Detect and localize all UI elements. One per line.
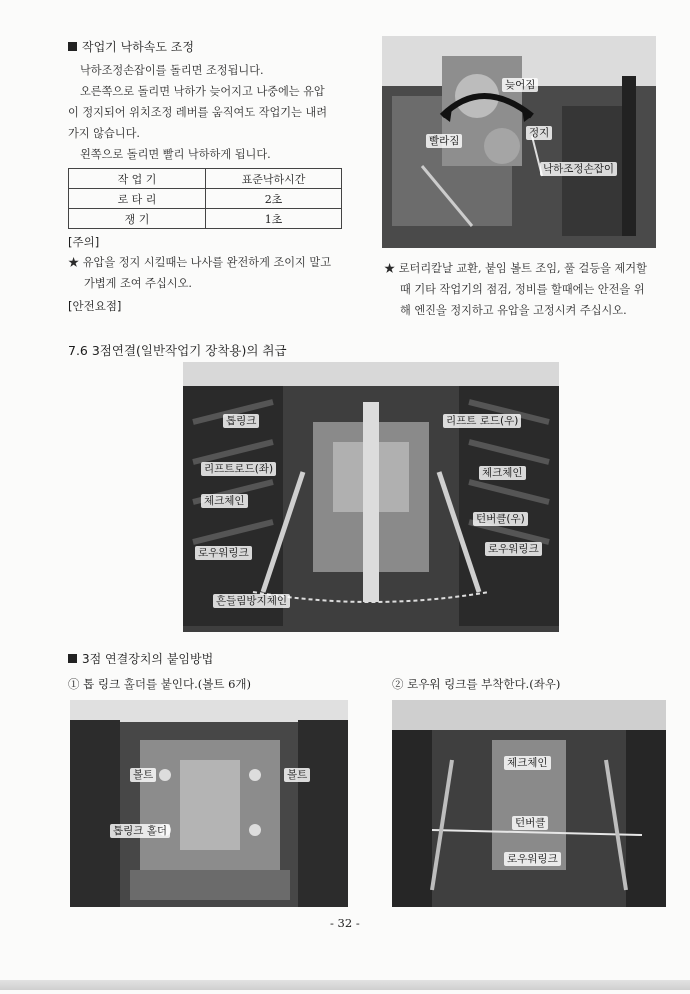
table-row — [69, 209, 342, 229]
drop-knob-photo-graphic — [382, 36, 656, 248]
attach-heading: 3점 연결장치의 붙임방법 — [82, 652, 214, 666]
caution-line: ★ 유압을 정지 시킬때는 나사를 완전하게 조이지 말고 — [68, 256, 332, 269]
scan-edge-strip — [0, 980, 690, 990]
top-link-holder-graphic — [70, 700, 348, 907]
label-stabilizer-chain: 흔들림방지체인 — [213, 594, 290, 608]
label-knob: 낙하조정손잡이 — [540, 162, 617, 176]
note-line: ★ 로터리칼날 교환, 붙임 볼트 조임, 풀 걸등을 제거할 — [384, 262, 647, 275]
label-check-chain-left: 체크체인 — [201, 494, 248, 508]
page-number: - 32 - — [330, 916, 360, 930]
note-line: 때 기타 작업기의 점검, 정비를 할때에는 안전을 위 — [400, 283, 645, 296]
label-check-chain-right: 체크체인 — [479, 466, 526, 480]
drop-time-table — [68, 168, 342, 229]
paragraph-line: 오른쪽으로 돌리면 낙하가 늦어지고 나중에는 유압 — [80, 85, 325, 98]
lower-link-photo — [392, 700, 666, 907]
square-bullet-icon — [68, 654, 77, 663]
caution-body — [68, 252, 358, 294]
label-slow: 늦어짐 — [502, 78, 538, 92]
label-top-link: 톱링크 — [223, 414, 259, 428]
table-cell: 1초 — [206, 209, 342, 229]
section-heading-attach — [68, 650, 213, 667]
label-bolt-right: 볼트 — [284, 768, 310, 782]
table-header-cell: 표준낙하시간 — [206, 169, 342, 189]
drop-speed-heading: 작업기 낙하속도 조정 — [82, 40, 194, 54]
label-lower-link: 로우워링크 — [504, 852, 561, 866]
lead-line: 낙하조정손잡이를 돌리면 조정됩니다. — [80, 64, 264, 77]
section-title-7-6: 7.6 3점연결(일반작업기 장착용)의 취급 — [68, 343, 287, 358]
label-turnbuckle: 턴버클 — [512, 816, 548, 830]
label-lift-rod-right: 리프트 로드(우) — [443, 414, 521, 428]
safety-label: [안전요점] — [68, 299, 122, 313]
lower-link-graphic — [392, 700, 666, 907]
label-lower-link-left: 로우워링크 — [195, 546, 252, 560]
table-header-row — [69, 169, 342, 189]
table-header-cell: 작 업 기 — [69, 169, 206, 189]
label-lift-rod-left: 리프트로드(좌) — [201, 462, 276, 476]
step-1-text: ① 톱 링크 홀더를 붙인다.(볼트 6개) — [68, 677, 252, 691]
label-lower-link-right: 로우워링크 — [485, 542, 542, 556]
note-line: 해 엔진을 정지하고 유압을 고정시켜 주십시오. — [400, 304, 627, 317]
label-bolt-left: 볼트 — [130, 768, 156, 782]
table-cell: 쟁 기 — [69, 209, 206, 229]
caution-label: [주의] — [68, 235, 100, 249]
drop-knob-photo — [382, 36, 656, 248]
label-turnbuckle-right: 턴버클(우) — [473, 512, 528, 526]
section-heading-drop-speed — [68, 38, 194, 55]
drop-speed-body — [68, 60, 348, 165]
paragraph-line: 이 정지되어 위치조정 레버를 움직여도 작업기는 내려 — [68, 106, 328, 119]
three-point-hitch-photo — [183, 362, 559, 632]
maintenance-note — [384, 258, 674, 321]
square-bullet-icon — [68, 42, 77, 51]
paragraph-line: 왼쪽으로 돌리면 빨리 낙하하게 됩니다. — [80, 148, 271, 161]
label-stop: 정지 — [526, 126, 552, 140]
table-cell: 로 타 리 — [69, 189, 206, 209]
step-2-text: ② 로우워 링크를 부착한다.(좌우) — [392, 677, 561, 691]
table-cell: 2초 — [206, 189, 342, 209]
top-link-holder-photo — [70, 700, 348, 907]
label-top-link-holder: 톱링크 홀더 — [110, 824, 170, 838]
label-fast: 빨라짐 — [426, 134, 462, 148]
label-check-chain: 체크체인 — [504, 756, 551, 770]
table-row — [69, 189, 342, 209]
paragraph-line: 가지 않습니다. — [68, 127, 140, 140]
caution-line: 가볍게 조여 주십시오. — [84, 277, 192, 290]
